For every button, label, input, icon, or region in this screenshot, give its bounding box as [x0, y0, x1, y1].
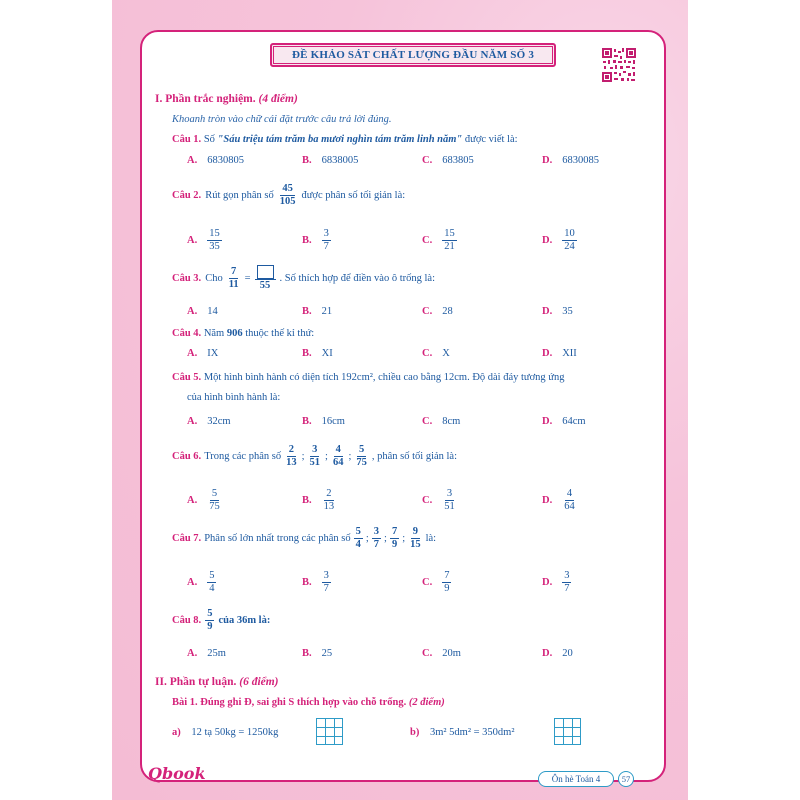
exercise-text: Đúng ghi Đ, sai ghi S thích hợp vào chỗ trống. [200, 697, 407, 708]
q1-option-b[interactable] [302, 155, 358, 166]
option-text: 64cm [562, 416, 586, 427]
fraction: $\frac{7}{9}$ [444, 570, 450, 594]
q2-option-c[interactable] [422, 228, 457, 253]
question-2 [172, 183, 405, 208]
q8-option-b[interactable] [302, 648, 332, 659]
question-3 [172, 265, 435, 292]
part2-heading [155, 676, 279, 688]
q1-option-a[interactable] [187, 155, 244, 166]
option-letter: C. [422, 416, 433, 427]
fraction: $\frac{3}{7}$ [323, 570, 329, 594]
fraction: $\frac{5}{75}$ [356, 444, 367, 468]
option-text: 6838005 [321, 155, 359, 166]
fraction: $\frac{45}{105}$ [279, 183, 296, 207]
option-letter: A. [187, 306, 198, 317]
option-letter: D. [542, 577, 553, 588]
fraction: $\frac{3}{7}$ [373, 526, 380, 550]
option-letter: D. [542, 348, 553, 359]
option-text: 683805 [442, 155, 474, 166]
q5-option-a[interactable] [187, 416, 231, 427]
option-letter: C. [422, 495, 433, 506]
separator: ; [365, 533, 369, 544]
question-label: Câu 7. [172, 533, 202, 544]
question-label: Câu 6. [172, 451, 202, 462]
option-letter: C. [422, 648, 433, 659]
q7-option-c[interactable] [422, 570, 451, 595]
question-2-pre: Rút gọn phân số [205, 190, 274, 201]
q7-option-a[interactable] [187, 570, 216, 595]
option-text: 28 [442, 306, 453, 317]
question-label: Câu 8. [172, 615, 202, 626]
option-text: XII [562, 348, 577, 359]
question-6 [172, 444, 457, 469]
option-letter: B. [302, 306, 312, 317]
q8-option-d[interactable] [542, 648, 573, 659]
q4-option-c[interactable] [422, 348, 450, 359]
question-4-pre: Năm [203, 328, 225, 339]
fraction: $\frac{4}{64}$ [564, 488, 575, 512]
separator: ; [348, 451, 352, 462]
q2-option-a[interactable] [187, 228, 222, 253]
fraction: $\frac{5}{75}$ [209, 488, 220, 512]
question-label: Câu 3. [172, 273, 202, 284]
q4-option-d[interactable] [542, 348, 577, 359]
fraction: $\frac{2}{13}$ [323, 488, 335, 512]
separator: ; [402, 533, 406, 544]
question-5-line1: Một hình bình hành có diện tích 192cm², chiều cao bằng 12cm. Độ dài đáy tương ứng [203, 372, 565, 383]
q3-option-b[interactable] [302, 306, 332, 317]
part2-label: II. Phần tự luận. [155, 676, 237, 688]
option-text: 16cm [321, 416, 345, 427]
fraction: $\frac{7}{11}$ [228, 266, 239, 290]
q6-option-a[interactable] [187, 488, 222, 513]
question-1-pre: Số [203, 134, 215, 145]
page-number: 57 [618, 771, 634, 787]
fraction: $\frac{4}{64}$ [332, 444, 344, 468]
equals-sign: = [244, 273, 251, 284]
question-label: Câu 4. [172, 328, 202, 339]
question-4 [172, 328, 314, 339]
q4-option-b[interactable] [302, 348, 333, 359]
q1-option-d[interactable] [542, 155, 599, 166]
q6-option-c[interactable] [422, 488, 457, 513]
question-label: Câu 5. [172, 372, 202, 383]
q3-option-d[interactable] [542, 306, 573, 317]
part1-points: (4 điểm) [258, 93, 298, 105]
question-7-pre: Phân số lớn nhất trong các phân số [204, 533, 351, 544]
option-letter: A. [187, 577, 198, 588]
q8-option-a[interactable] [187, 648, 226, 659]
q5-option-c[interactable] [422, 416, 460, 427]
fraction: $\frac{5}{4}$ [355, 526, 361, 550]
option-text: 6830805 [207, 155, 244, 166]
q1-option-c[interactable] [422, 155, 474, 166]
q5-option-d[interactable] [542, 416, 586, 427]
separator: ; [325, 451, 328, 462]
question-2-post: được phân số tối giản là: [301, 190, 406, 201]
option-text: 25m [207, 648, 226, 659]
fraction: $\frac{7}{9}$ [391, 526, 398, 550]
question-1-post: được viết là: [464, 134, 518, 145]
option-letter: A. [187, 235, 198, 246]
title-box [270, 43, 556, 67]
q8-option-c[interactable] [422, 648, 461, 659]
fraction: $\frac{5}{4}$ [209, 570, 215, 594]
fraction: $\frac{10}{24}$ [564, 228, 575, 252]
question-4-year: 906 [226, 328, 243, 339]
blank-fraction: 55 [255, 265, 276, 292]
q3-option-a[interactable] [187, 306, 218, 317]
option-letter: C. [422, 348, 433, 359]
question-7 [172, 526, 436, 551]
qbook-logo: Qbook [148, 764, 206, 783]
separator: ; [301, 451, 305, 462]
fraction: $\frac{3}{51}$ [444, 488, 455, 512]
separator: ; [384, 533, 387, 544]
exercise-label: Bài 1. [172, 697, 198, 708]
q7-option-d[interactable] [542, 570, 571, 595]
option-letter: D. [542, 235, 553, 246]
answer-grid-b[interactable] [554, 718, 581, 745]
option-letter: D. [542, 648, 553, 659]
q7-option-b[interactable] [302, 570, 331, 595]
part2-points: (6 điểm) [239, 676, 279, 688]
q6-option-d[interactable] [542, 488, 577, 513]
question-3-post: . Số thích hợp để điền vào ô trống là: [279, 273, 435, 284]
option-letter: A. [187, 348, 198, 359]
fraction: $\frac{3}{7}$ [323, 228, 329, 252]
book-title-badge: Ôn hè Toán 4 [538, 771, 614, 787]
question-label: Câu 2. [172, 190, 202, 201]
exercise-1b [410, 727, 514, 738]
question-1 [172, 134, 518, 145]
page-title: ĐỀ KHẢO SÁT CHẤT LƯỢNG ĐẦU NĂM SỐ 3 [273, 46, 553, 64]
question-3-pre: Cho [205, 273, 223, 284]
option-text: 32cm [207, 416, 231, 427]
option-letter: B. [302, 495, 312, 506]
option-letter: C. [422, 577, 433, 588]
exercise-1 [172, 697, 445, 708]
option-letter: A. [187, 416, 198, 427]
option-letter: B. [302, 235, 312, 246]
option-letter: D. [542, 495, 553, 506]
option-letter: B. [302, 155, 312, 166]
qr-code-icon [601, 47, 637, 83]
question-1-quote: "Sáu triệu tám trăm ba mươi nghìn tám trăm linh năm" [217, 134, 463, 145]
q2-option-d[interactable] [542, 228, 577, 253]
option-text: 25 [321, 648, 333, 659]
q6-option-b[interactable] [302, 488, 336, 513]
question-7-post: là: [425, 533, 437, 544]
part1-heading [155, 93, 298, 105]
part1-instruction: Khoanh tròn vào chữ cái đặt trước câu trả lời đúng. [172, 114, 392, 125]
option-text: 20m [442, 648, 461, 659]
option-letter: D. [542, 155, 553, 166]
option-letter: B. [302, 648, 312, 659]
part1-label: I. Phần trắc nghiệm. [155, 93, 256, 105]
question-4-post: thuộc thế kỉ thứ: [245, 328, 315, 339]
fraction: $\frac{2}{13}$ [286, 444, 297, 468]
option-letter: B. [302, 348, 312, 359]
blank-box [257, 265, 274, 279]
item-label: b) [410, 727, 420, 738]
option-letter: D. [542, 306, 553, 317]
fraction: $\frac{5}{9}$ [207, 608, 213, 632]
fraction: $\frac{9}{15}$ [410, 526, 421, 550]
exercise-points: (2 điểm) [408, 697, 445, 708]
option-text: 6830085 [562, 155, 599, 166]
question-5-line2: của hình bình hành là: [187, 392, 281, 403]
question-6-post: , phân số tối giản là: [371, 451, 458, 462]
q3-option-c[interactable] [422, 306, 453, 317]
question-8-post: của 36m là: [218, 615, 271, 626]
option-text: 14 [207, 306, 218, 317]
option-letter: A. [187, 155, 198, 166]
option-letter: B. [302, 416, 312, 427]
q4-option-a[interactable] [187, 348, 218, 359]
question-8 [172, 608, 270, 633]
option-letter: C. [422, 235, 433, 246]
item-label: a) [172, 727, 181, 738]
option-text: 35 [562, 306, 573, 317]
item-text: 3m² 5dm² = 350dm² [429, 727, 515, 738]
option-letter: C. [422, 306, 433, 317]
option-letter: A. [187, 648, 198, 659]
question-5 [172, 372, 565, 383]
fraction: $\frac{3}{51}$ [309, 444, 321, 468]
option-letter: A. [187, 495, 198, 506]
fraction: $\frac{15}{21}$ [444, 228, 455, 252]
q2-option-b[interactable] [302, 228, 331, 253]
option-text: 20 [562, 648, 573, 659]
option-text: 8cm [442, 416, 461, 427]
exercise-1a [172, 727, 278, 738]
option-letter: C. [422, 155, 433, 166]
option-letter: B. [302, 577, 312, 588]
option-letter: D. [542, 416, 553, 427]
q5-option-b[interactable] [302, 416, 345, 427]
question-label: Câu 1. [172, 134, 202, 145]
option-text: IX [207, 348, 219, 359]
fraction: $\frac{15}{35}$ [209, 228, 220, 252]
question-6-pre: Trong các phân số [204, 451, 282, 462]
option-text: X [442, 348, 450, 359]
fraction: $\frac{3}{7}$ [564, 570, 570, 594]
answer-grid-a[interactable] [316, 718, 343, 745]
option-text: XI [321, 348, 333, 359]
item-text: 12 tạ 50kg = 1250kg [191, 727, 279, 738]
option-text: 21 [321, 306, 333, 317]
